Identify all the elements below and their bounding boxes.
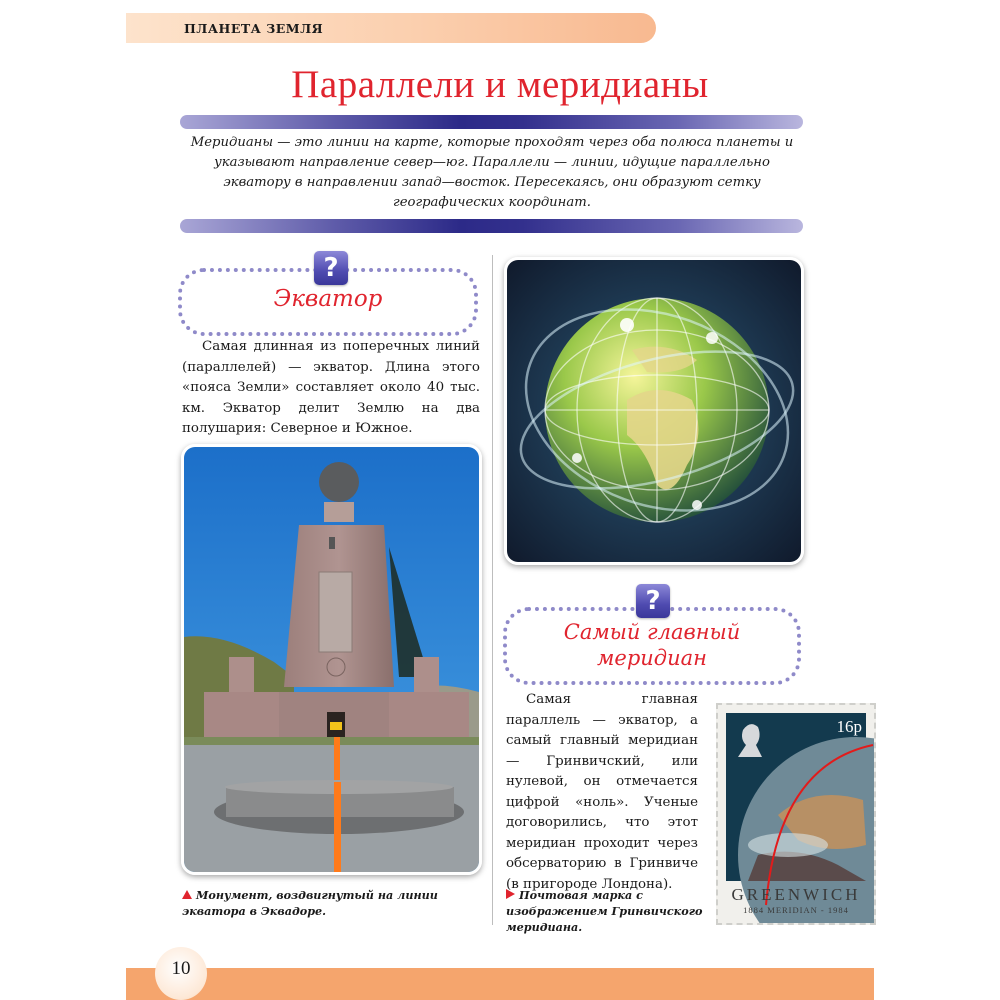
stamp-subtitle: 1884 MERIDIAN - 1984: [743, 905, 849, 915]
meridian-text: Самая главная параллель — экватор, а самый главный меридиан — Гринвичский, или нулевой, он отмечается цифрой «ноль». Ученые договорились, что этот меридиан проходит через обсерваторию в Гринвиче (в пригороде Лондона).: [506, 692, 698, 892]
divider-bar-top: [180, 115, 803, 129]
greenwich-stamp: [716, 703, 876, 925]
meridian-heading-line2: меридиан: [597, 646, 707, 670]
header-band: [126, 13, 656, 43]
stamp-title: GREENWICH: [731, 885, 861, 904]
meridian-heading-box: [503, 607, 801, 685]
monument-caption: [182, 887, 482, 919]
equator-heading: Экватор: [273, 286, 383, 312]
monument-photo: [181, 444, 482, 875]
stamp-caption: [506, 887, 706, 935]
footer-band: [126, 968, 874, 1000]
globe-photo: [504, 257, 804, 565]
monument-illustration: [184, 447, 479, 872]
triangle-up-icon: [182, 890, 192, 899]
column-divider: [492, 255, 493, 925]
stamp-caption-text: Почтовая марка с изображением Гринвичского меридиана.: [506, 888, 703, 934]
question-mark-icon: ?: [636, 584, 670, 618]
section-label: ПЛАНЕТА ЗЕМЛЯ: [184, 21, 324, 36]
page-number: 10: [171, 958, 191, 979]
divider-bar-bottom: [180, 219, 803, 233]
monument-caption-text: Монумент, воздвигнутый на линии экватора в Эквадоре.: [182, 888, 438, 918]
stamp-value: 16p: [836, 717, 862, 736]
meridian-heading-line1: Самый главный: [563, 620, 741, 644]
intro-paragraph: Меридианы — это линии на карте, которые проходят через оба полюса планеты и указывают направление север—юг. Параллели — линии, идущие параллельно экватору в направлении запад—восток. Пересекаясь, они образуют сетку географических координат.: [190, 135, 794, 210]
equator-text: Самая длинная из поперечных линий (параллелей) — экватор. Длина этого «пояса Земли» составляет около 40 тыс. км. Экватор делит Землю на два полушария: Северное и Южное.: [182, 339, 480, 436]
triangle-right-icon: [506, 889, 515, 899]
page-title: Параллели и меридианы: [291, 63, 709, 106]
question-mark-icon: ?: [314, 251, 348, 285]
globe-illustration: [507, 260, 801, 562]
